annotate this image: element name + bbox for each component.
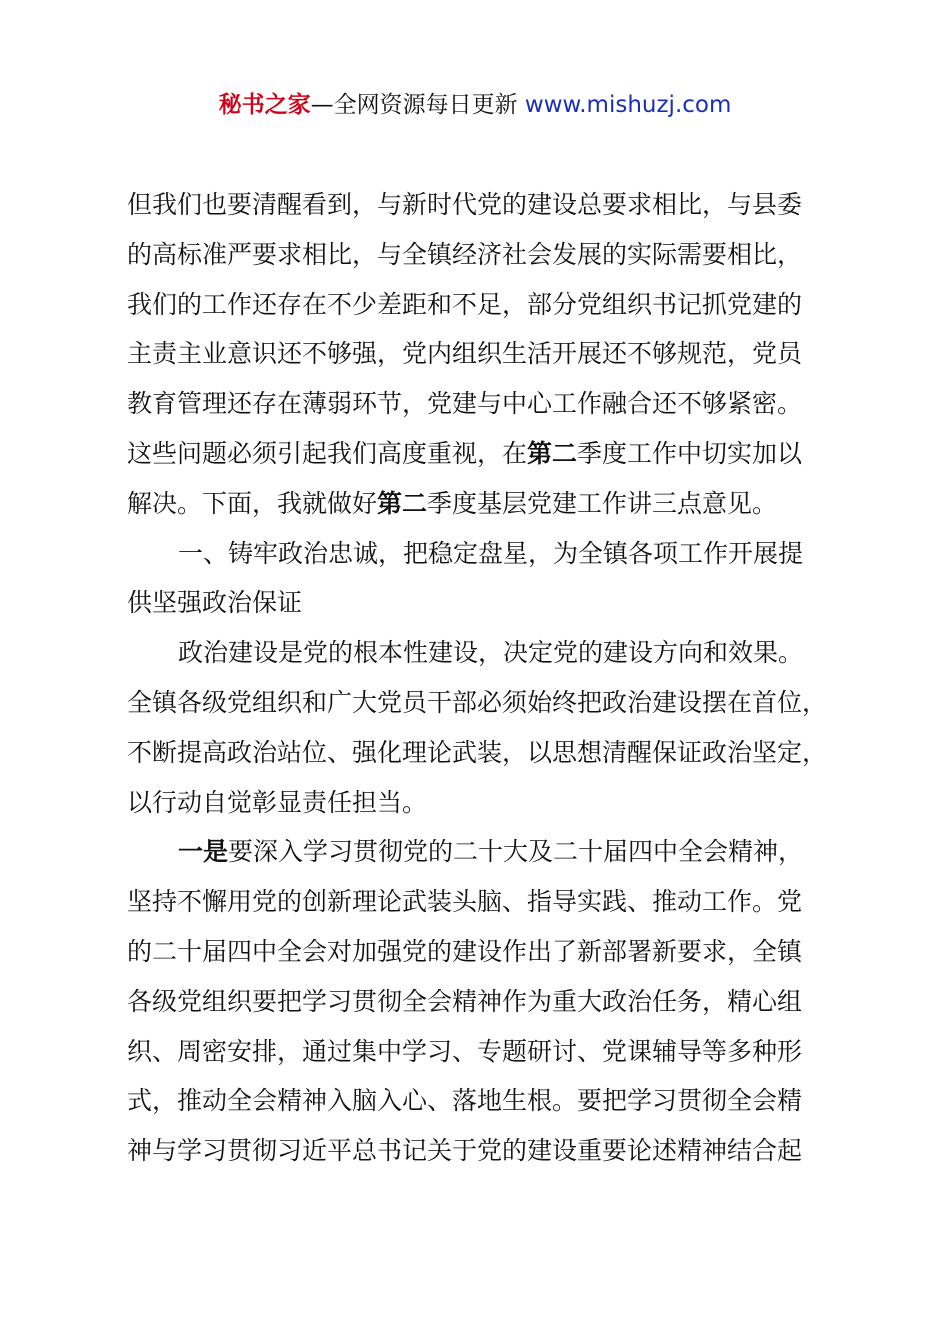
text-segment: 要深入学习贯彻党的二十大及二十届四中全会精神， — [228, 837, 804, 867]
paragraph-line: 主责主业意识还不够强，党内组织生活开展还不够规范，党员 — [127, 339, 803, 369]
paragraph-line — [127, 429, 857, 479]
text-segment: 这些问题必须引起我们高度重视，在 — [127, 438, 528, 468]
paragraph-line: 我们的工作还存在不少差距和不足，部分党组织书记抓党建的 — [127, 289, 803, 319]
paragraph-line: 神与学习贯彻习近平总书记关于党的建设重要论述精神结合起 — [127, 1136, 803, 1166]
document-body — [127, 180, 857, 1176]
page-header — [0, 88, 950, 122]
text-segment: 解决。下面，我就做好 — [127, 488, 378, 518]
site-brand: 秘书之家 — [218, 92, 311, 118]
paragraph-line: 教育管理还存在薄弱环节，党建与中心工作融合还不够紧密。 — [127, 389, 803, 419]
text-segment: 季度工作中切实加以 — [577, 438, 803, 468]
bold-text-segment: 一是 — [178, 837, 229, 867]
paragraph-line: 以行动自觉彰显责任担当。 — [127, 787, 428, 817]
site-url-link[interactable]: www.mishuzj.com — [524, 92, 732, 118]
bold-text-segment: 第二 — [527, 438, 578, 468]
paragraph-line: 但我们也要清醒看到，与新时代党的建设总要求相比，与县委 — [127, 190, 803, 219]
paragraph-line: 坚持不懈用党的创新理论武装头脑、指导实践、推动工作。党 — [127, 887, 803, 917]
paragraph-line — [127, 827, 857, 877]
paragraph-line: 政治建设是党的根本性建设，决定党的建设方向和效果。 — [178, 638, 804, 668]
paragraph-line: 的高标准严要求相比，与全镇经济社会发展的实际需要相比， — [127, 239, 803, 269]
bold-text-segment: 第二 — [377, 488, 428, 518]
section-heading-line: 一、铸牢政治忠诚，把稳定盘星，为全镇各项工作开展提 — [178, 538, 804, 568]
text-segment: 季度基层党建工作讲三点意见。 — [427, 488, 778, 518]
section-heading-line: 供坚强政治保证 — [127, 588, 303, 618]
site-tagline: —全网资源每日更新 — [310, 92, 525, 118]
paragraph-line: 的二十届四中全会对加强党的建设作出了新部署新要求，全镇 — [127, 936, 803, 966]
paragraph-line: 织、周密安排，通过集中学习、专题研讨、党课辅导等多种形 — [127, 1036, 803, 1066]
paragraph-line: 全镇各级党组织和广大党员干部必须始终把政治建设摆在首位， — [127, 687, 828, 717]
paragraph-line: 各级党组织要把学习贯彻全会精神作为重大政治任务，精心组 — [127, 986, 803, 1016]
paragraph-line: 不断提高政治站位、强化理论武装，以思想清醒保证政治坚定， — [127, 737, 828, 767]
paragraph-line: 式，推动全会精神入脑入心、落地生根。要把学习贯彻全会精 — [127, 1086, 803, 1116]
paragraph-line — [127, 479, 857, 529]
